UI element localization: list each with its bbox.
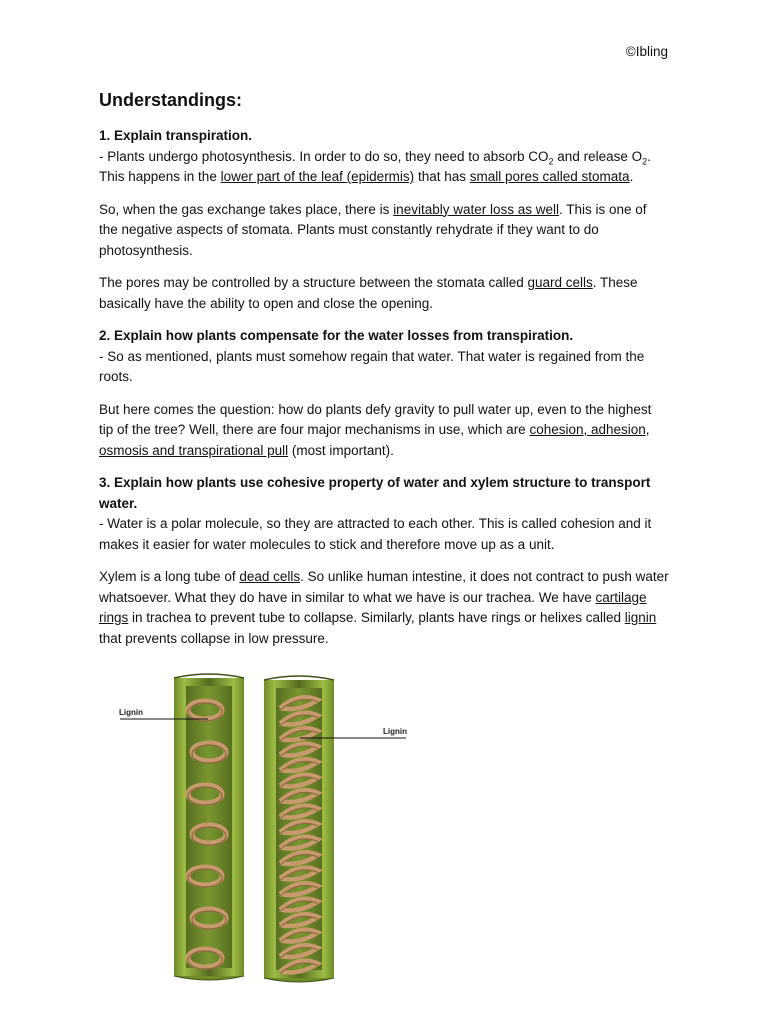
lignin-label-right: Lignin	[383, 727, 407, 736]
xylem-figure	[110, 672, 430, 992]
q2-paragraph-1: - So as mentioned, plants must somehow regain that water. That water is regained from the roots.	[99, 348, 645, 384]
q1-title: 1. Explain transpiration.	[99, 128, 253, 143]
q1-paragraph-2: So, when the gas exchange takes place, there is inevitably water loss as well. This is one of the negative aspects of stomata. Plants must constantly rehydrate if they want to do photosynthesis.	[99, 201, 647, 258]
copyright-text: ©Ibling	[625, 44, 668, 59]
lignin-label-left: Lignin	[119, 708, 143, 717]
document-body	[99, 88, 669, 661]
underline-mechanisms: cohesion, adhesion, osmosis and transpirational pull	[99, 422, 650, 458]
underline-epidermis: lower part of the leaf (epidermis)	[220, 169, 415, 184]
underline-stomata: small pores called stomata	[469, 169, 630, 184]
underline-cartilage-rings: cartilage rings	[99, 589, 647, 625]
xylem-illustration	[110, 672, 430, 992]
underline-dead-cells: dead cells	[239, 569, 301, 584]
q3-title: 3. Explain how plants use cohesive property of water and xylem structure to transport water.	[99, 475, 651, 511]
q3-paragraph-1: - Water is a polar molecule, so they are attracted to each other. This is called cohesion and it makes it easier for water molecules to stick and therefore move up as a unit.	[99, 516, 652, 552]
q3-paragraph-2: Xylem is a long tube of dead cells. So unlike human intestine, it does not contract to push water whatsoever. What they do have in similar to what we have is our trachea. We have cartilage rings in trachea to prevent tube to collapse. Similarly, plants have rings or helixes called lignin that prevents collapse in low pressure.	[99, 569, 669, 646]
q2-paragraph-2: But here comes the question: how do plants defy gravity to pull water up, even to the highest tip of the tree? Well, there are four major mechanisms in use, which are cohesion, adhesion, osmosis and transpirational pull (most important).	[99, 401, 652, 458]
underline-lignin: lignin	[624, 610, 657, 625]
q1-paragraph-1: - Plants undergo photosynthesis. In order to do so, they need to absorb $CO_2$ and release $O_2$. This happens in the lower part of the leaf (epidermis) that has small pores called stomata.	[99, 148, 651, 184]
underline-water-loss: inevitably water loss as well	[393, 201, 560, 217]
q2-title: 2. Explain how plants compensate for the water losses from transpiration.	[99, 328, 574, 343]
q1-paragraph-3: The pores may be controlled by a structure between the stomata called guard cells. These basically have the ability to open and close the opening.	[99, 275, 638, 311]
underline-guard-cells: guard cells	[527, 275, 593, 290]
section-title: Understandings:	[99, 90, 243, 110]
